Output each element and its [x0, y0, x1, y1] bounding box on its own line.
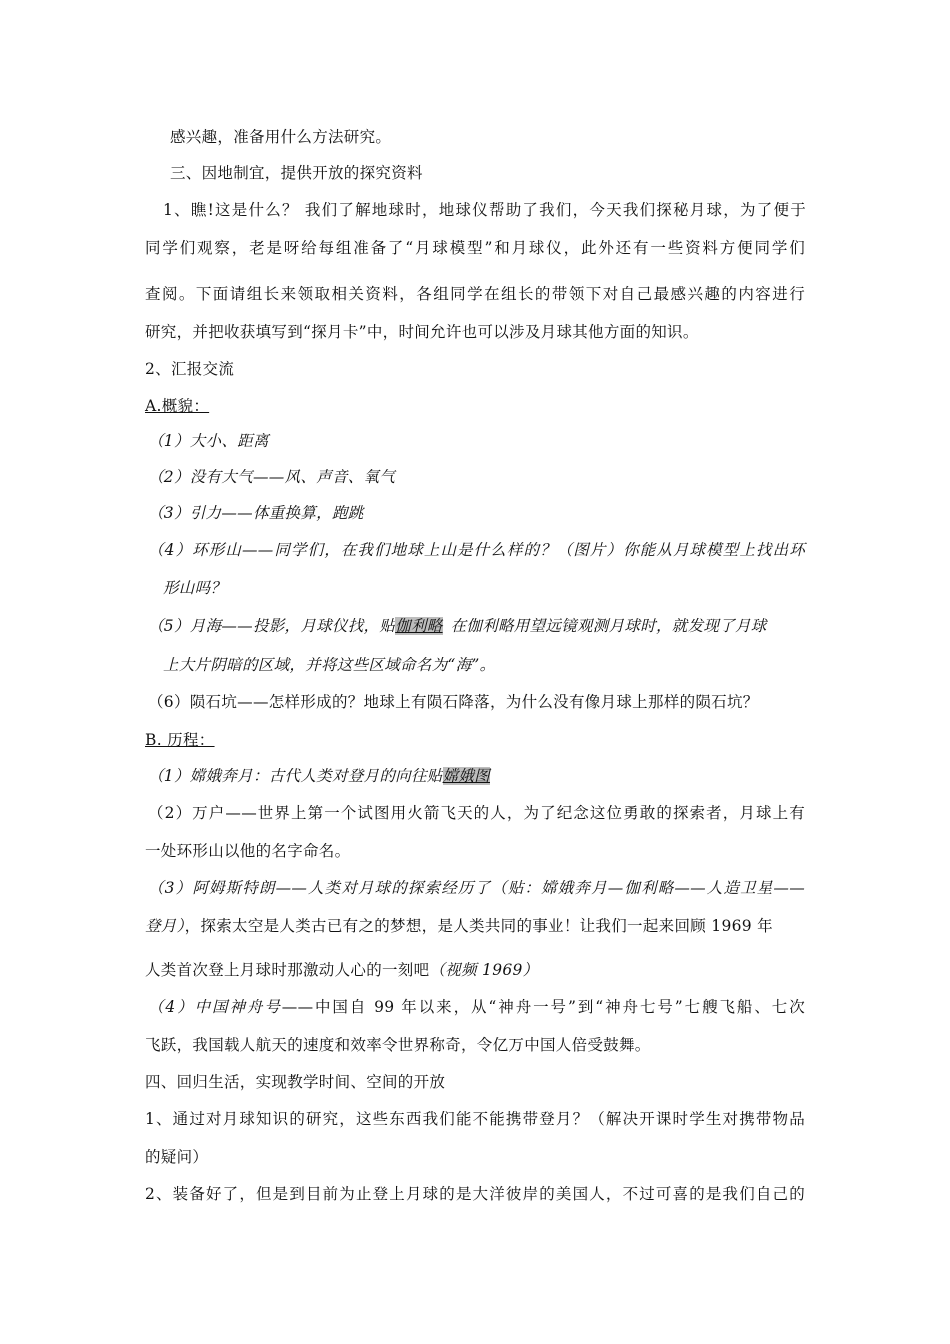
list-item-continued: 上大片阴暗的区域，并将这些区域命名为“海”。 [163, 656, 496, 674]
list-item-text: （3）阿姆斯特朗——人类对月球的探索经历了 [148, 879, 492, 897]
list-item: （4）环形山——同学们，在我们地球上山是什么样的？（图片）你能从月球模型上找出环 [148, 541, 805, 559]
list-item-continued: 飞跃，我国载人航天的速度和效率令世界称奇，令亿万中国人倍受鼓舞。 [145, 1036, 651, 1054]
list-item [148, 877, 805, 899]
list-item [148, 996, 805, 1018]
section-heading-4: 四、回归生活，实现教学时间、空间的开放 [145, 1073, 446, 1091]
subheading-history: B. 历程： [145, 731, 215, 749]
list-item-text: 登月） [145, 917, 185, 935]
list-item-text: （1）嫦娥奔月：古代人类对登月的向往贴 [148, 767, 443, 785]
list-item: （6）陨石坑——怎样形成的？地球上有陨石降落，为什么没有像月球上那样的陨石坑？ [148, 693, 759, 711]
section-heading-3: 三、因地制宜，提供开放的探究资料 [170, 164, 423, 182]
highlighted-label: 伽利略 [395, 617, 443, 635]
list-item-text: （5）月海——投影，月球仪找，贴 [148, 617, 396, 635]
list-item-text: （贴：嫦娥奔月—伽利略——人造卫星—— [491, 879, 805, 897]
paragraph-line: 的疑问） [145, 1148, 209, 1166]
list-item-continued [145, 915, 773, 937]
list-item: （3）引力——体重换算，跑跳 [148, 504, 364, 522]
list-item [148, 765, 490, 787]
list-item: （2）万户——世界上第一个试图用火箭飞天的人，为了纪念这位勇敢的探索者，月球上有 [148, 804, 805, 822]
subheading-overview: A.概貌： [145, 397, 210, 415]
paragraph-line: 1、瞧!这是什么？ 我们了解地球时，地球仪帮助了我们，今天我们探秘月球，为了便于 [163, 201, 806, 219]
paragraph-line: 查阅。下面请组长来领取相关资料，各组同学在组长的带领下对自己最感兴趣的内容进行 [145, 285, 805, 303]
list-item-text: 在伽利略用望远镜观测月球时，就发现了月球 [450, 617, 767, 635]
list-item-continued [145, 959, 538, 981]
subheading-report: 2、汇报交流 [145, 360, 235, 378]
list-item: （1）大小、距离 [148, 432, 269, 450]
list-item [148, 615, 767, 637]
list-item: （2）没有大气——风、声音、氧气 [148, 468, 396, 486]
paragraph-line: 2、装备好了，但是到目前为止登上月球的是大洋彼岸的美国人，不过可喜的是我们自己的 [145, 1185, 805, 1203]
paragraph-line: 同学们观察，老是呀给每组准备了“月球模型”和月球仪，此外还有一些资料方便同学们 [145, 239, 805, 257]
list-item-text: ，探索太空是人类古已有之的梦想，是人类共同的事业！让我们一起来回顾 1969 年 [184, 917, 773, 935]
list-item-text: （视频 1969） [429, 961, 539, 979]
highlighted-label: 嫦娥图 [442, 767, 490, 785]
list-item-text: ——中国自 99 年以来，从“神舟一号”到“神舟七号”七艘飞船、七次 [281, 998, 805, 1016]
paragraph-line: 感兴趣，准备用什么方法研究。 [170, 128, 392, 146]
list-item-continued: 形山吗？ [163, 579, 227, 597]
paragraph-line: 1、通过对月球知识的研究，这些东西我们能不能携带登月？（解决开课时学生对携带物品 [145, 1110, 805, 1128]
list-item-text: （4）中国神舟号 [148, 998, 282, 1016]
list-item-continued: 一处环形山以他的名字命名。 [145, 842, 351, 860]
list-item-text: 人类首次登上月球时那激动人心的一刻吧 [145, 961, 430, 979]
paragraph-line: 研究，并把收获填写到“探月卡”中，时间允许也可以涉及月球其他方面的知识。 [145, 323, 699, 341]
